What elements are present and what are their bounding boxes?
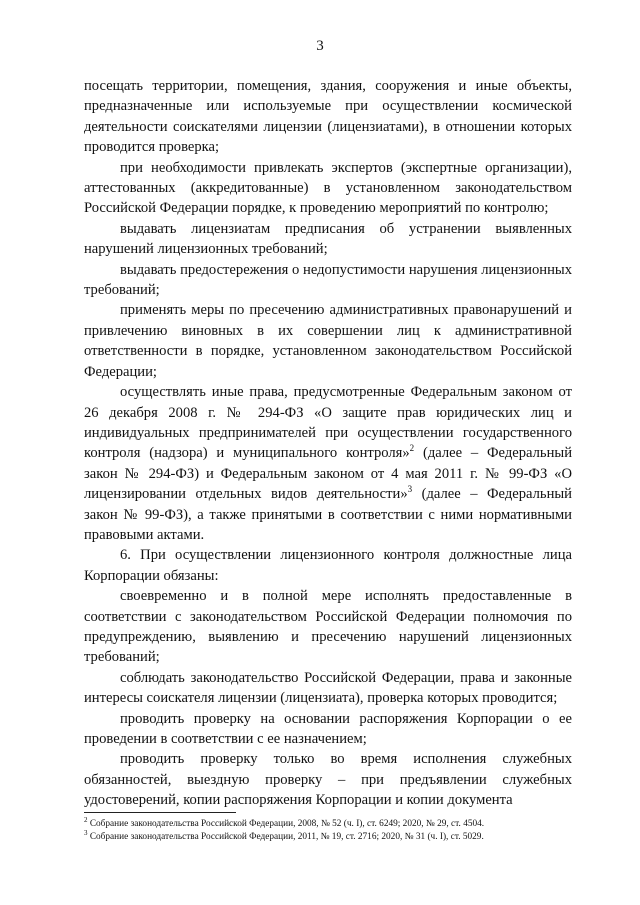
footnote-mark-3: 3 (84, 828, 88, 837)
paragraph-item-6: 6. При осуществлении лицензионного контроля должностные лица Корпорации обязаны: (84, 547, 572, 584)
footnotes (84, 815, 572, 844)
paragraph-conduct-during-duties: проводить проверку только во время исполнения служебных обязанностей, выездную проверку – при предъявлении служебных удостоверений, копии распоряжения Корпорации и копии документа (84, 751, 572, 809)
paragraph-involve-experts: при необходимости привлекать экспертов (экспертные организации), аттестованных (аккредитованные) в установленном законодательством Российской Федерации порядке, к проведению мероприятий по контролю; (84, 159, 572, 217)
footnote-3 (84, 828, 572, 844)
paragraph-visit-territories: посещать территории, помещения, здания, сооружения и иные объекты, предназначенные или используемые при осуществлении космической деятельности соискателями лицензии (лицензиатами), в отношении которых проводится проверка; (84, 78, 572, 156)
footnote-2 (84, 815, 572, 831)
paragraph-issue-warnings: выдавать предостережения о недопустимости нарушения лицензионных требований; (84, 261, 572, 299)
footnote-2-text: Собрание законодательства Российской Федерации, 2008, № 52 (ч. I), ст. 6249; 2020, № 29, ст. 4504. (87, 819, 485, 829)
footnote-ref-3: 3 (407, 484, 413, 495)
footnote-ref-2: 2 (409, 443, 415, 454)
page-number: 3 (316, 38, 324, 54)
paragraph-conduct-by-order: проводить проверку на основании распоряжения Корпорации о ее проведении в соответствии с ее назначением; (84, 710, 572, 747)
other-rights-text-1: осуществлять иные права, предусмотренные Федеральным законом от 26 декабря 2008 г. № 294-ФЗ «О защите прав юридических лиц и индивидуальных предпринимателей при осуществлении государственного контроля (надзора) и муниципального контроля» (84, 384, 572, 462)
paragraph-execute-powers: своевременно и в полной мере исполнять предоставленные в соответствии с законодательством Российской Федерации полномочия по предупреждению, выявлению и пресечению нарушений лицензионных требований; (84, 588, 572, 666)
paragraph-issue-orders: выдавать лицензиатам предписания об устранении выявленных нарушений лицензионных требований; (84, 220, 572, 258)
body-text (84, 76, 572, 811)
paragraph-apply-measures: применять меры по пресечению административных правонарушений и привлечению виновных в их совершении лиц к административной ответственности в порядке, установленном законодательством Российской Федерации; (84, 302, 572, 380)
footnote-3-text: Собрание законодательства Российской Федерации, 2011, № 19, ст. 2716; 2020, № 31 (ч. I), ст. 5029. (87, 832, 484, 842)
other-rights-text-2: (далее – Федеральный закон № 294-ФЗ) и Федеральным законом от 4 мая 2011 г. № 99-ФЗ «О лицензировании отдельных видов деятельности» (84, 445, 573, 503)
footnote-separator (84, 812, 236, 813)
footnote-mark-2: 2 (84, 815, 88, 824)
other-rights-text-3: (далее – Федеральный закон № 99-ФЗ), а также принятыми в соответствии с ними нормативными правовыми актами. (84, 486, 572, 543)
paragraph-observe-law: соблюдать законодательство Российской Федерации, права и законные интересы соискателя лицензии (лицензиата), проверка которых проводится; (84, 669, 572, 707)
paragraph-other-rights (84, 382, 572, 545)
